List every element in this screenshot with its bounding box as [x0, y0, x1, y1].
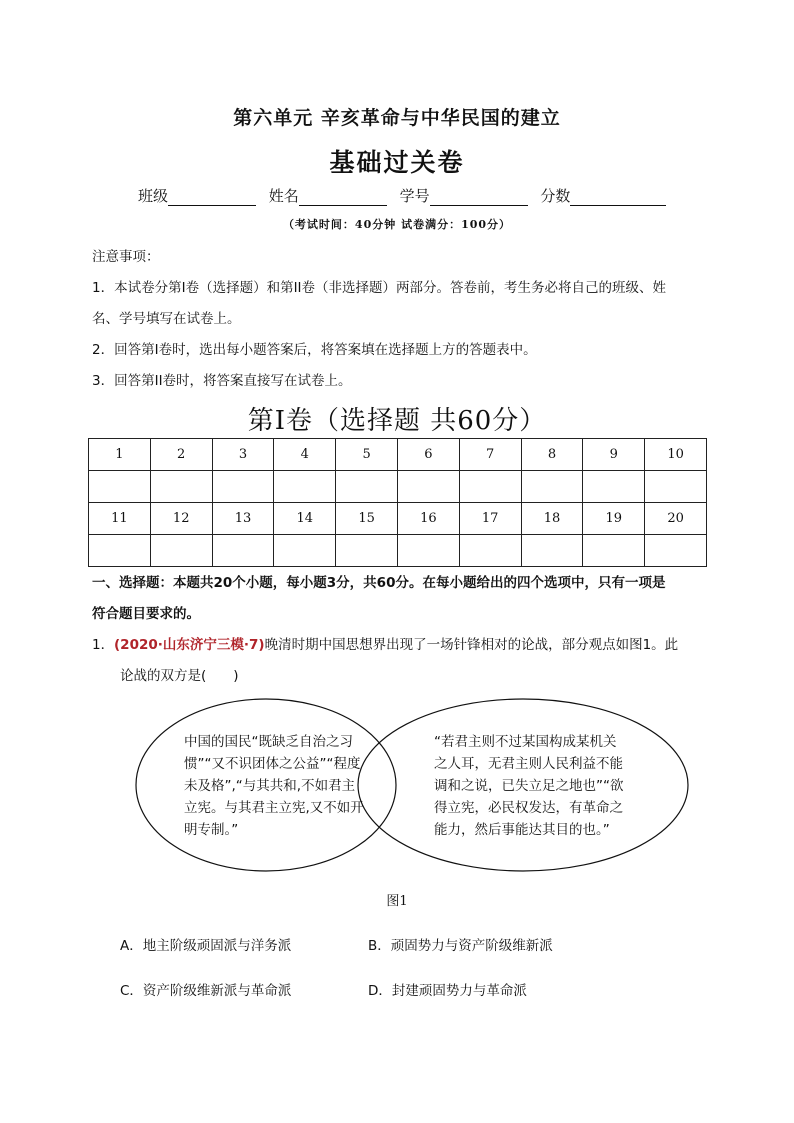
- answer-blank-row: [89, 535, 707, 567]
- answer-number: 12: [150, 503, 212, 535]
- answer-number: 17: [459, 503, 521, 535]
- answer-cell[interactable]: [89, 535, 151, 567]
- answer-cell[interactable]: [521, 471, 583, 503]
- answer-cell[interactable]: [459, 535, 521, 567]
- student-id-field[interactable]: [430, 189, 528, 206]
- answer-number: 15: [336, 503, 398, 535]
- name-field[interactable]: [299, 189, 387, 206]
- answer-cell[interactable]: [645, 535, 707, 567]
- answer-cell[interactable]: [150, 471, 212, 503]
- class-field[interactable]: [168, 189, 256, 206]
- section-title: 第I卷（选择题 共60分）: [247, 406, 547, 436]
- answer-number: 9: [583, 439, 645, 471]
- answer-cell[interactable]: [212, 535, 274, 567]
- left-quote-line: 明专制。”: [184, 822, 239, 838]
- answer-number: 11: [89, 503, 151, 535]
- answer-number: 18: [521, 503, 583, 535]
- answer-cell[interactable]: [583, 535, 645, 567]
- answer-table: [88, 438, 707, 567]
- figure-label: 图1: [386, 894, 408, 909]
- score-field[interactable]: [570, 189, 666, 206]
- exam-info: （考试时间：40分钟 试卷满分：100分）: [282, 218, 512, 231]
- answer-number: 7: [459, 439, 521, 471]
- answer-cell[interactable]: [89, 471, 151, 503]
- right-quote-line: 得立宪，必民权发达，有革命之: [434, 800, 623, 816]
- answer-number: 8: [521, 439, 583, 471]
- answer-cell[interactable]: [212, 471, 274, 503]
- name-label: 姓名: [268, 187, 299, 205]
- instruction-line: 符合题目要求的。: [92, 606, 200, 622]
- note-item: 1．本试卷分第I卷（选择题）和第II卷（非选择题）两部分。答卷前，考生务必将自己的班级、姓: [92, 280, 667, 296]
- answer-cell[interactable]: [397, 535, 459, 567]
- question-stem-continued: 论战的双方是( ): [120, 668, 239, 684]
- left-quote-line: 未及格”,“与其共和,不如君主: [184, 778, 356, 794]
- answer-number: 16: [397, 503, 459, 535]
- student-id-label: 学号: [399, 187, 430, 205]
- notes-block: [92, 242, 704, 397]
- answer-number: 6: [397, 439, 459, 471]
- answer-number-row: [89, 503, 707, 535]
- answer-blank-row: [89, 471, 707, 503]
- answer-number: 3: [212, 439, 274, 471]
- question-1: [92, 630, 707, 692]
- right-quote-line: 能力，然后事能达其目的也。”: [434, 822, 610, 838]
- instruction-line: 一、选择题：本题共20个小题，每小题3分，共60分。在每小题给出的四个选项中，只有一项是: [92, 575, 666, 591]
- right-quote-line: 之人耳，无君主则人民利益不能: [434, 756, 623, 772]
- answer-cell[interactable]: [645, 471, 707, 503]
- answer-cell[interactable]: [150, 535, 212, 567]
- section-instructions: [92, 568, 707, 630]
- answer-cell[interactable]: [459, 471, 521, 503]
- page-title: 基础过关卷: [329, 148, 465, 177]
- unit-title: 第六单元 辛亥革命与中华民国的建立: [233, 107, 561, 129]
- note-item: 3．回答第II卷时，将答案直接写在试卷上。: [92, 373, 352, 389]
- answer-number: 2: [150, 439, 212, 471]
- class-label: 班级: [138, 187, 169, 205]
- right-quote-line: 调和之说，已失立足之地也”“欲: [434, 778, 624, 794]
- answer-number: 13: [212, 503, 274, 535]
- answer-number: 20: [645, 503, 707, 535]
- answer-cell[interactable]: [274, 471, 336, 503]
- question-stem: 晚清时期中国思想界出现了一场针锋相对的论战，部分观点如图1。此: [264, 637, 679, 653]
- answer-number-row: [89, 439, 707, 471]
- question-source: (2020·山东济宁三模·7): [114, 637, 265, 653]
- option-a[interactable]: A．地主阶级顽固派与洋务派: [120, 938, 292, 954]
- score-label: 分数: [540, 187, 571, 205]
- answer-cell[interactable]: [336, 471, 398, 503]
- answer-cell[interactable]: [274, 535, 336, 567]
- left-quote-line: 惯”“又不识团体之公益”“程度: [184, 756, 361, 772]
- answer-number: 1: [89, 439, 151, 471]
- answer-cell[interactable]: [583, 471, 645, 503]
- right-quote: [434, 731, 646, 841]
- left-quote-line: 立宪。与其君主立宪,又不如开: [184, 800, 364, 816]
- answer-number: 4: [274, 439, 336, 471]
- option-b[interactable]: B．顽固势力与资产阶级维新派: [368, 938, 553, 954]
- option-c[interactable]: C．资产阶级维新派与革命派: [120, 983, 292, 999]
- answer-cell[interactable]: [336, 535, 398, 567]
- question-number: 1．: [92, 637, 115, 653]
- student-info-fields: [138, 185, 674, 206]
- answer-number: 19: [583, 503, 645, 535]
- answer-number: 10: [645, 439, 707, 471]
- answer-number: 14: [274, 503, 336, 535]
- notes-heading: 注意事项：: [92, 249, 160, 265]
- right-quote-line: “若君主则不过某国构成某机关: [434, 734, 617, 750]
- answer-cell[interactable]: [521, 535, 583, 567]
- left-quote: [184, 731, 384, 841]
- note-item: 2．回答第I卷时，选出每小题答案后，将答案填在选择题上方的答题表中。: [92, 342, 537, 358]
- left-quote-line: 中国的国民“既缺乏自治之习: [184, 734, 353, 750]
- option-d[interactable]: D．封建顽固势力与革命派: [368, 983, 527, 999]
- note-item: 名、学号填写在试卷上。: [92, 311, 241, 327]
- answer-number: 5: [336, 439, 398, 471]
- venn-diagram: [130, 697, 690, 873]
- answer-cell[interactable]: [397, 471, 459, 503]
